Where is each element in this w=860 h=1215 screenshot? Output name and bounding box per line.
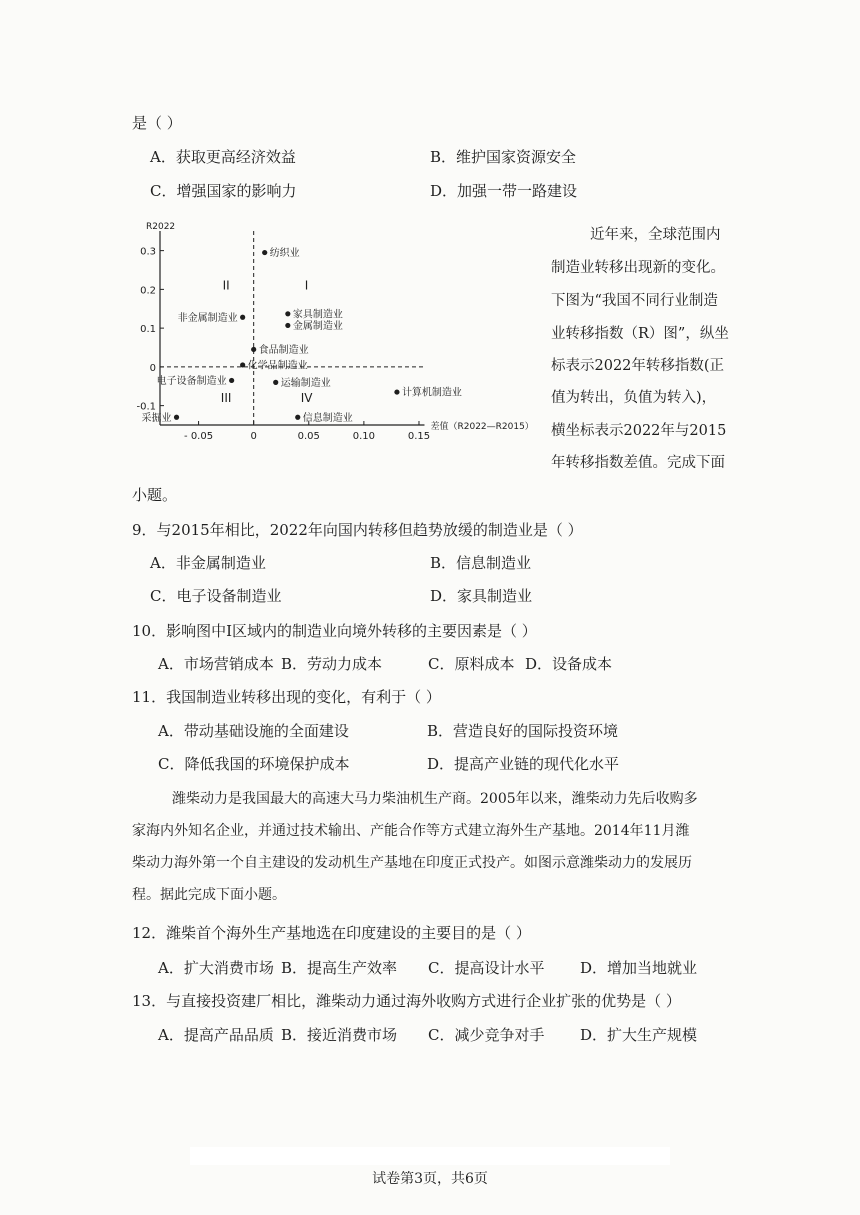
data-point-label: 计算机制造业	[401, 387, 462, 399]
y-tick-label: -0.1	[136, 401, 156, 413]
q12-option-d: D．增加当地就业	[580, 959, 698, 977]
q13-option-d: D．扩大生产规模	[580, 1026, 698, 1044]
data-point	[394, 389, 399, 394]
x-axis-label: 差值（R2022—R2015）	[430, 422, 534, 432]
y-tick-label: 0	[149, 362, 156, 374]
intro-line-1: 近年来，全球范围内	[590, 227, 721, 243]
q10-option-d: D．设备成本	[525, 655, 613, 673]
data-point	[240, 362, 245, 367]
data-point	[273, 380, 278, 385]
page-footer: 试卷第3页，共6页	[372, 1171, 488, 1187]
q10-option-a: A．市场营销成本	[158, 655, 274, 673]
q13-option-c: C．减少竞争对手	[428, 1026, 545, 1044]
q8-option-d: D．加强一带一路建设	[430, 182, 578, 200]
q8-option-a: A．获取更高经济效益	[150, 148, 296, 166]
passage-line-2: 家海内外知名企业，并通过技术输出、产能合作等方式建立海外生产基地。2014年11月潍	[132, 823, 690, 839]
q11-stem: 11．我国制造业转移出现的变化，有利于（ ）	[132, 688, 441, 706]
x-tick-label: 0.15	[407, 431, 431, 442]
q9-option-a: A．非金属制造业	[150, 554, 266, 572]
q13-option-a: A．提高产品品质	[158, 1026, 274, 1044]
data-point-label: 家具制造业	[292, 309, 343, 321]
data-point-label: 化学品制造业	[247, 360, 308, 372]
y-tick-label: 0.3	[140, 246, 156, 258]
data-point-label: 金属制造业	[292, 320, 343, 332]
q13-stem: 13．与直接投资建厂相比，潍柴动力通过海外收购方式进行企业扩张的优势是（ ）	[132, 992, 681, 1010]
data-point-label: 非金属制造业	[177, 312, 238, 324]
q12-option-c: C．提高设计水平	[428, 959, 545, 977]
x-tick-label: 0	[250, 431, 257, 442]
q11-option-b: B．营造良好的国际投资环境	[427, 722, 619, 740]
q13-option-b: B．接近消费市场	[281, 1026, 398, 1044]
y-tick-label: 0.2	[140, 285, 156, 297]
q9-option-b: B．信息制造业	[430, 554, 532, 572]
q8-stem-tail: 是（ ）	[132, 114, 182, 132]
data-point-label: 采掘业	[141, 412, 172, 424]
data-point	[285, 323, 290, 328]
data-point-label: 纺织业	[269, 248, 300, 260]
passage-line-1: 潍柴动力是我国最大的高速大马力柴油机生产商。2005年以来，潍柴动力先后收购多	[172, 791, 698, 807]
intro-line-4: 业转移指数（R）图”，纵坐	[551, 326, 729, 342]
data-point	[229, 378, 234, 383]
q12-option-b: B．提高生产效率	[281, 959, 398, 977]
x-tick-label: 0.05	[297, 431, 320, 442]
passage-line-3: 柴动力海外第一个自主建设的发动机生产基地在印度正式投产。如图示意潍柴动力的发展历	[132, 855, 692, 871]
y-tick-label: 0.1	[140, 324, 156, 336]
data-point	[251, 347, 256, 352]
intro-line-6: 值为转出，负值为转入)，	[551, 390, 717, 406]
q12-option-a: A．扩大消费市场	[158, 959, 274, 977]
q11-option-a: A．带动基础设施的全面建设	[158, 722, 349, 740]
x-tick-label: - 0.05	[184, 431, 214, 442]
q9-option-d: D．家具制造业	[430, 587, 533, 605]
q8-option-c: C．增强国家的影响力	[150, 182, 297, 200]
intro-line-8: 年转移指数差值。完成下面	[551, 455, 725, 471]
data-point	[295, 415, 300, 420]
intro-tail: 小题。	[132, 486, 178, 504]
transfer-index-scatter-chart	[130, 215, 540, 455]
quadrant-label: IV	[300, 390, 313, 405]
data-point	[240, 315, 245, 320]
quadrant-label: II	[222, 278, 230, 293]
data-point-label: 食品制造业	[258, 344, 309, 356]
data-point	[174, 415, 179, 420]
data-point-label: 信息制造业	[302, 412, 353, 424]
q12-stem: 12．潍柴首个海外生产基地选在印度建设的主要目的是（ ）	[132, 924, 531, 942]
data-point	[285, 311, 290, 316]
footer-band	[190, 1147, 670, 1165]
passage-line-4: 程。据此完成下面小题。	[132, 887, 286, 903]
q10-option-c: C．原料成本	[428, 655, 515, 673]
q8-option-b: B．维护国家资源安全	[430, 148, 577, 166]
intro-line-2: 制造业转移出现新的变化。	[551, 260, 725, 276]
intro-line-5: 标表示2022年转移指数(正	[551, 358, 725, 374]
quadrant-label: III	[220, 390, 232, 405]
data-point-label: 运输制造业	[280, 377, 331, 389]
q10-option-b: B．劳动力成本	[281, 655, 383, 673]
q11-option-c: C．降低我国的环境保护成本	[158, 755, 350, 773]
quadrant-label: I	[304, 278, 309, 293]
x-tick-label: 0.10	[352, 431, 376, 442]
q9-stem: 9．与2015年相比，2022年向国内转移但趋势放缓的制造业是（ ）	[132, 521, 583, 539]
intro-line-7: 横坐标表示2022年与2015	[551, 423, 727, 439]
data-point	[262, 250, 267, 255]
q9-option-c: C．电子设备制造业	[150, 587, 282, 605]
q10-stem: 10．影响图中Ⅰ区域内的制造业向境外转移的主要因素是（ ）	[132, 622, 537, 640]
intro-line-3: 下图为“我国不同行业制造	[551, 293, 718, 309]
data-point-label: 电子设备制造业	[156, 375, 227, 387]
q11-option-d: D．提高产业链的现代化水平	[427, 755, 620, 773]
y-axis-label: R2022	[146, 222, 176, 232]
